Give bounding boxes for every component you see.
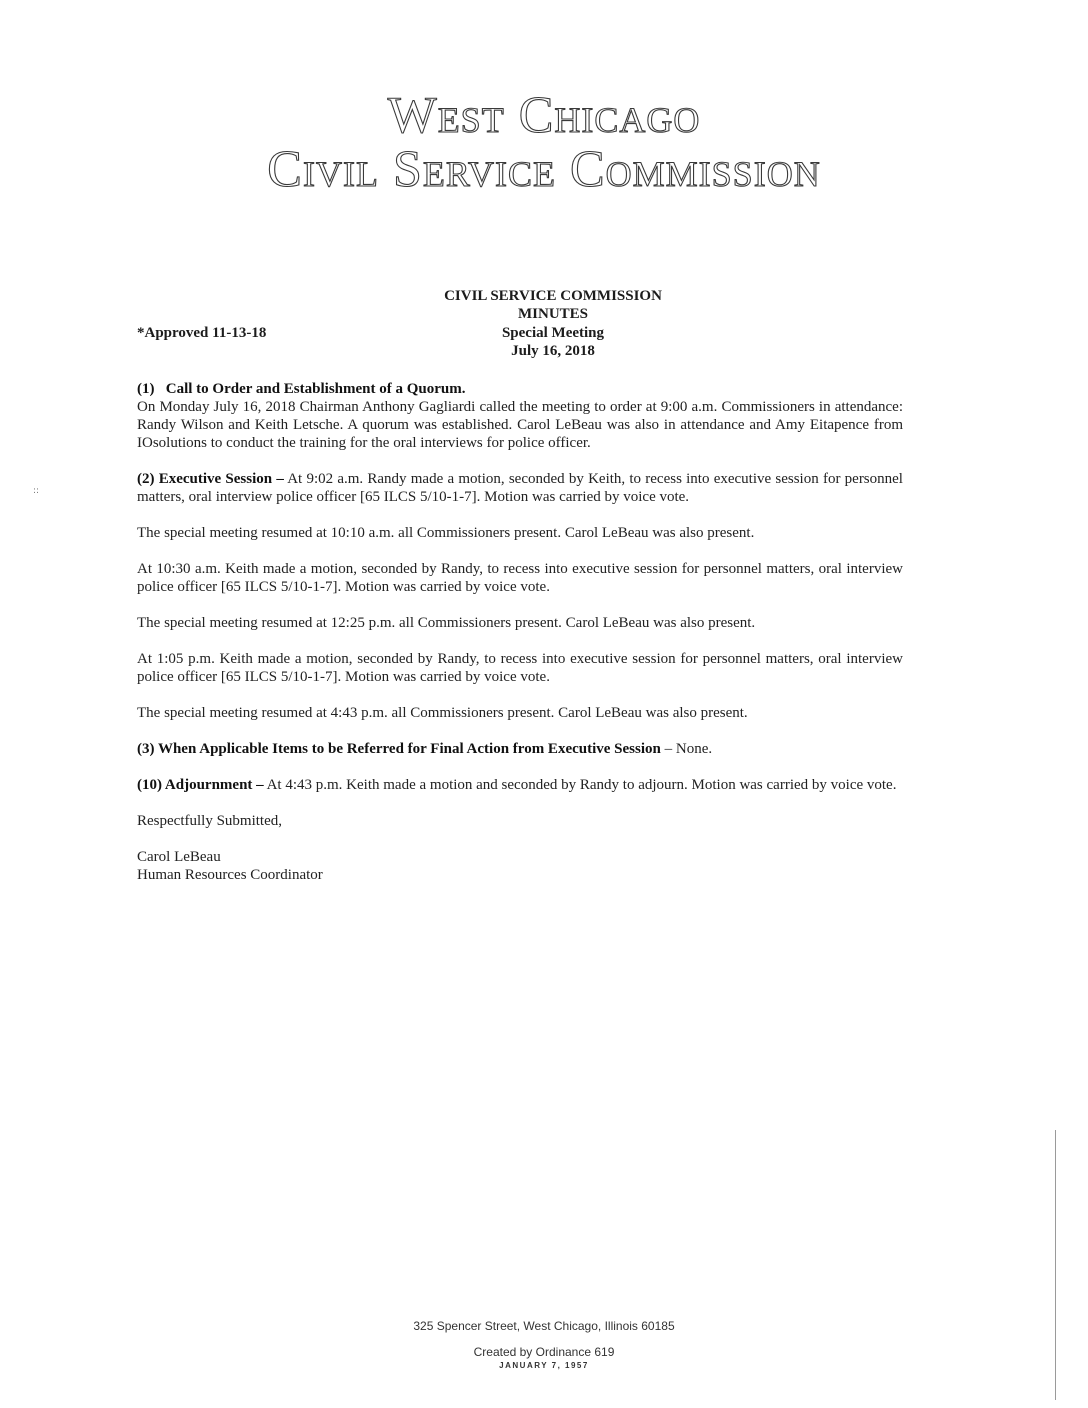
recess-paragraph-2: At 10:30 a.m. Keith made a motion, seconded by Randy, to recess into executive session for personnel matters, oral interview police officer [65 ILCS 5/10-1-7]. Motion was carried by voice vote. xyxy=(137,561,903,595)
closing-salutation: Respectfully Submitted, xyxy=(137,813,282,829)
footer-ordinance-date: JANUARY 7, 1957 xyxy=(499,1361,589,1370)
minutes-body xyxy=(137,380,903,884)
footer-address: 325 Spencer Street, West Chicago, Illinois 60185 xyxy=(413,1319,675,1333)
section-10-text: At 4:43 p.m. Keith made a motion and seconded by Randy to adjourn. Motion was carried by voice vote. xyxy=(263,777,897,793)
section-2-heading: (2) Executive Session – xyxy=(137,471,284,487)
section-1-text: On Monday July 16, 2018 Chairman Anthony Gagliardi called the meeting to order at 9:00 a.m. Commissioners in attendance: Randy Wilson and Keith Letsche. A quorum was established. Carol LeBeau was also in attendance and Amy Eitapence from IOsolutions to conduct the training for the oral interviews for police officer. xyxy=(137,399,903,451)
section-adjournment xyxy=(137,776,903,794)
meeting-date: July 16, 2018 xyxy=(511,343,595,359)
approval-note: *Approved 11-13-18 xyxy=(137,325,267,341)
section-call-to-order xyxy=(137,380,903,452)
letterhead-line-1: West Chicago xyxy=(387,87,701,144)
resume-paragraph-2: The special meeting resumed at 12:25 p.m. all Commissioners present. Carol LeBeau was also present. xyxy=(137,615,756,631)
section-2-text: At 9:02 a.m. Randy made a motion, seconded by Keith, to recess into executive session for personnel matters, oral interview police officer [65 ILCS 5/10-1-7]. Motion was carried by voice vote. xyxy=(137,471,903,505)
footer-ordinance: Created by Ordinance 619 xyxy=(473,1345,615,1359)
scan-speck: :: xyxy=(33,486,40,496)
signer-name: Carol LeBeau xyxy=(137,849,221,865)
document-subtitle: MINUTES xyxy=(517,306,589,322)
document-title: CIVIL SERVICE COMMISSION xyxy=(444,288,662,304)
section-10-heading: (10) Adjournment – xyxy=(137,777,264,793)
section-1-heading: (1) Call to Order and Establishment of a Quorum. xyxy=(137,381,466,397)
meeting-type: Special Meeting xyxy=(501,325,605,341)
letterhead-line-2: Civil Service Commission xyxy=(267,141,821,198)
section-executive-session xyxy=(137,470,903,506)
recess-paragraph-3: At 1:05 p.m. Keith made a motion, seconded by Randy, to recess into executive session for personnel matters, oral interview police officer [65 ILCS 5/10-1-7]. Motion was carried by voice vote. xyxy=(137,651,903,685)
resume-paragraph-1: The special meeting resumed at 10:10 a.m. all Commissioners present. Carol LeBeau was also present. xyxy=(137,525,755,541)
signer-role: Human Resources Coordinator xyxy=(137,867,323,883)
scan-edge-line xyxy=(1055,1130,1056,1400)
section-final-action xyxy=(137,740,903,758)
resume-paragraph-3: The special meeting resumed at 4:43 p.m. all Commissioners present. Carol LeBeau was also present. xyxy=(137,705,748,721)
section-3-text: – None. xyxy=(660,741,713,757)
section-3-heading: (3) When Applicable Items to be Referred for Final Action from Executive Session xyxy=(137,741,661,757)
